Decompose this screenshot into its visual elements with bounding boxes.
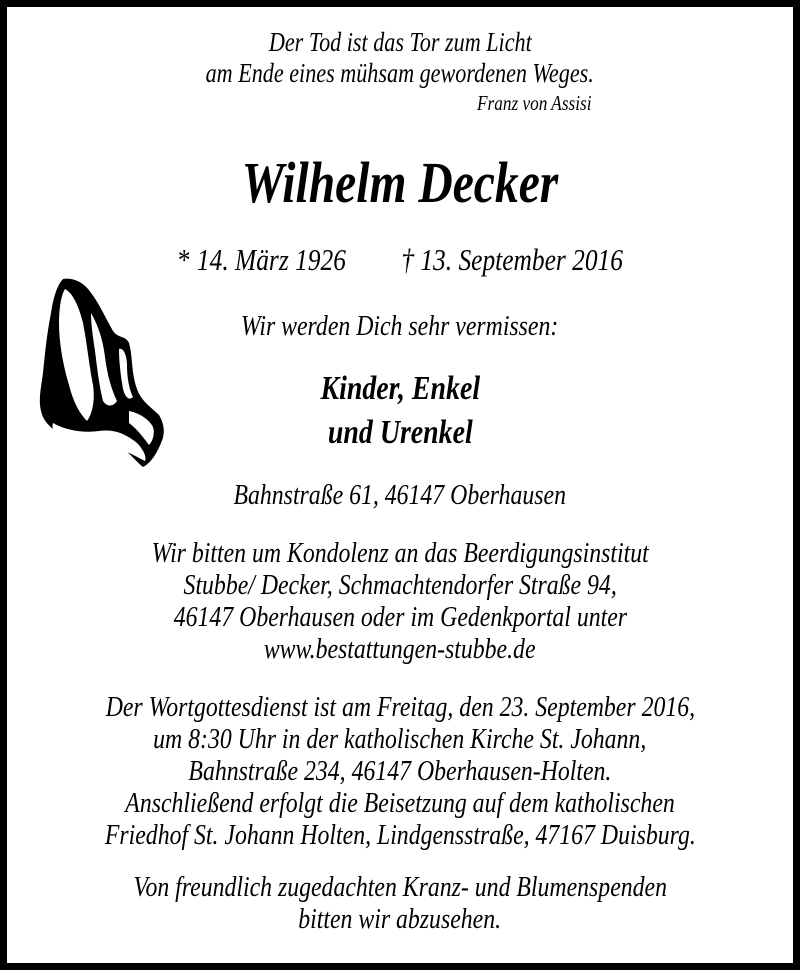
mourners-line-2: und Urenkel <box>327 414 473 451</box>
mourners-intro: Wir werden Dich sehr vermissen: <box>241 310 559 342</box>
service-line-3: Bahnstraße 234, 46147 Oberhausen-Holten. <box>188 755 612 787</box>
condolence-website-link[interactable]: www.bestattungen-stubbe.de <box>264 633 536 665</box>
obituary-notice <box>7 7 793 963</box>
quote-author: Franz von Assisi <box>477 91 592 115</box>
service-line-4: Anschließend erfolgt die Beisetzung auf dem katholischen <box>125 787 675 819</box>
address: Bahnstraße 61, 46147 Oberhausen <box>233 479 567 511</box>
condolence-line-1: Wir bitten um Kondolenz an das Beerdigungsinstitut <box>151 537 649 569</box>
quote-line-2: am Ende eines mühsam gewordenen Weges. <box>205 58 595 88</box>
mourners-line-1: Kinder, Enkel <box>320 370 480 407</box>
service-line-2: um 8:30 Uhr in der katholischen Kirche St. Johann, <box>153 723 647 755</box>
flowers-note-line-2: bitten wir abzusehen. <box>298 903 502 935</box>
condolence-line-2: Stubbe/ Decker, Schmachtendorfer Straße 94, <box>183 569 617 601</box>
flowers-note-line-1: Von freundlich zugedachten Kranz- und Blumenspenden <box>133 871 667 903</box>
death-symbol: † <box>400 242 414 277</box>
quote-line-1: Der Tod ist das Tor zum Licht <box>268 27 532 57</box>
service-line-5: Friedhof St. Johann Holten, Lindgensstraße, 47167 Duisburg. <box>104 819 696 851</box>
deceased-name: Wilhelm Decker <box>241 150 559 215</box>
birth-symbol: * <box>177 242 191 277</box>
condolence-line-3: 46147 Oberhausen oder im Gedenkportal unter <box>173 601 627 633</box>
death-date: 13. September 2016 <box>419 242 623 277</box>
birth-date: 14. März 1926 <box>196 242 346 277</box>
service-line-1: Der Wortgottesdienst ist am Freitag, den 23. September 2016, <box>105 691 695 723</box>
